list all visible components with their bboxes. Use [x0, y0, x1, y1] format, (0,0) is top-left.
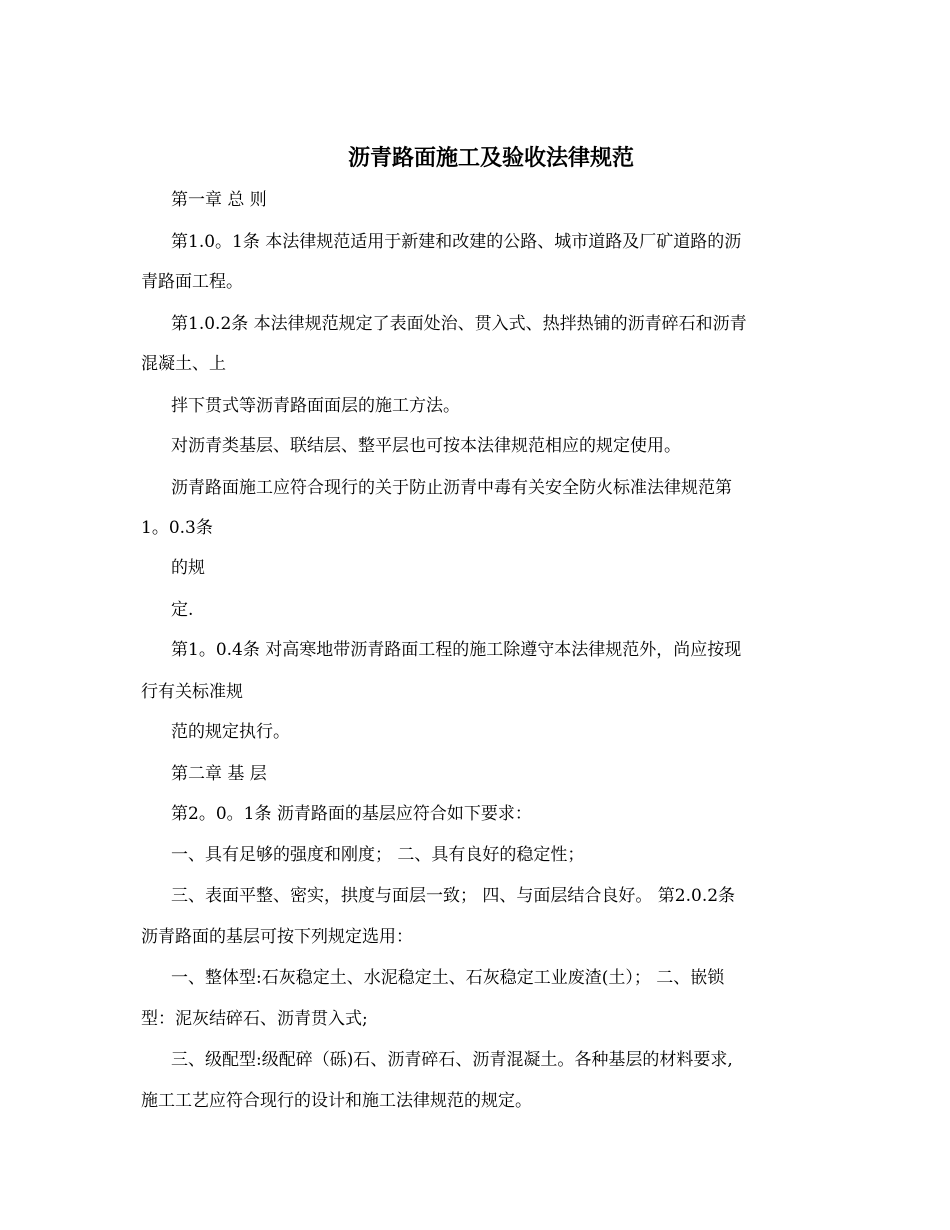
- article-1-0-2-line-2: 混凝土、上: [141, 354, 226, 374]
- article-1-0-2-line-4: 对沥青类基层、联结层、整平层也可按本法律规范相应的规定使用。: [171, 436, 681, 456]
- article-1-0-3-line-1: 沥青路面施工应符合现行的关于防止沥青中毒有关安全防火标准法律规范第: [171, 478, 732, 498]
- article-1-0-1-line-2: 青路面工程。: [141, 272, 243, 292]
- chapter-1-heading: 第一章 总 则: [171, 190, 267, 210]
- article-1-0-4-line-3: 范的规定执行。: [171, 722, 290, 742]
- article-1-0-3-line-3: 的规: [171, 558, 205, 578]
- article-1-0-2-line-3: 拌下贯式等沥青路面面层的施工方法。: [171, 396, 460, 416]
- article-2-0-2-line-3: 型：泥灰结碎石、沥青贯入式;: [141, 1009, 368, 1029]
- article-1-0-2-line-1: 第1.0.2条 本法律规范规定了表面处治、贯入式、热拌热铺的沥青碎石和沥青: [171, 314, 747, 334]
- article-2-0-1-line-3: 三、表面平整、密实，拱度与面层一致； 四、与面层结合良好。 第2.0.2条: [171, 886, 736, 906]
- article-2-0-1-line-1: 第2。0。1条 沥青路面的基层应符合如下要求：: [171, 804, 532, 824]
- article-1-0-3-line-4: 定.: [171, 600, 194, 620]
- article-2-0-2-line-5: 施工工艺应符合现行的设计和施工法律规范的规定。: [141, 1091, 532, 1111]
- article-2-0-2-line-4: 三、级配型:级配碎（砾)石、沥青碎石、沥青混凝土。各种基层的材料要求,: [171, 1050, 733, 1070]
- document-title: 沥青路面施工及验收法律规范: [347, 145, 634, 171]
- article-1-0-4-line-1: 第1。0.4条 对高寒地带沥青路面工程的施工除遵守本法律规范外，尚应按现: [171, 640, 742, 660]
- article-1-0-3-line-2: 1。0.3条: [141, 518, 213, 538]
- article-1-0-4-line-2: 行有关标准规: [141, 682, 243, 702]
- article-2-0-1-line-2: 一、具有足够的强度和刚度； 二、具有良好的稳定性；: [171, 845, 585, 865]
- article-1-0-1-line-1: 第1.0。1条 本法律规范适用于新建和改建的公路、城市道路及厂矿道路的沥: [171, 232, 742, 252]
- article-2-0-2-line-1: 沥青路面的基层可按下列规定选用：: [141, 927, 413, 947]
- article-2-0-2-line-2: 一、整体型:石灰稳定土、水泥稳定土、石灰稳定工业废渣(土）； 二、嵌锁: [171, 968, 725, 988]
- chapter-2-heading: 第二章 基 层: [171, 764, 267, 784]
